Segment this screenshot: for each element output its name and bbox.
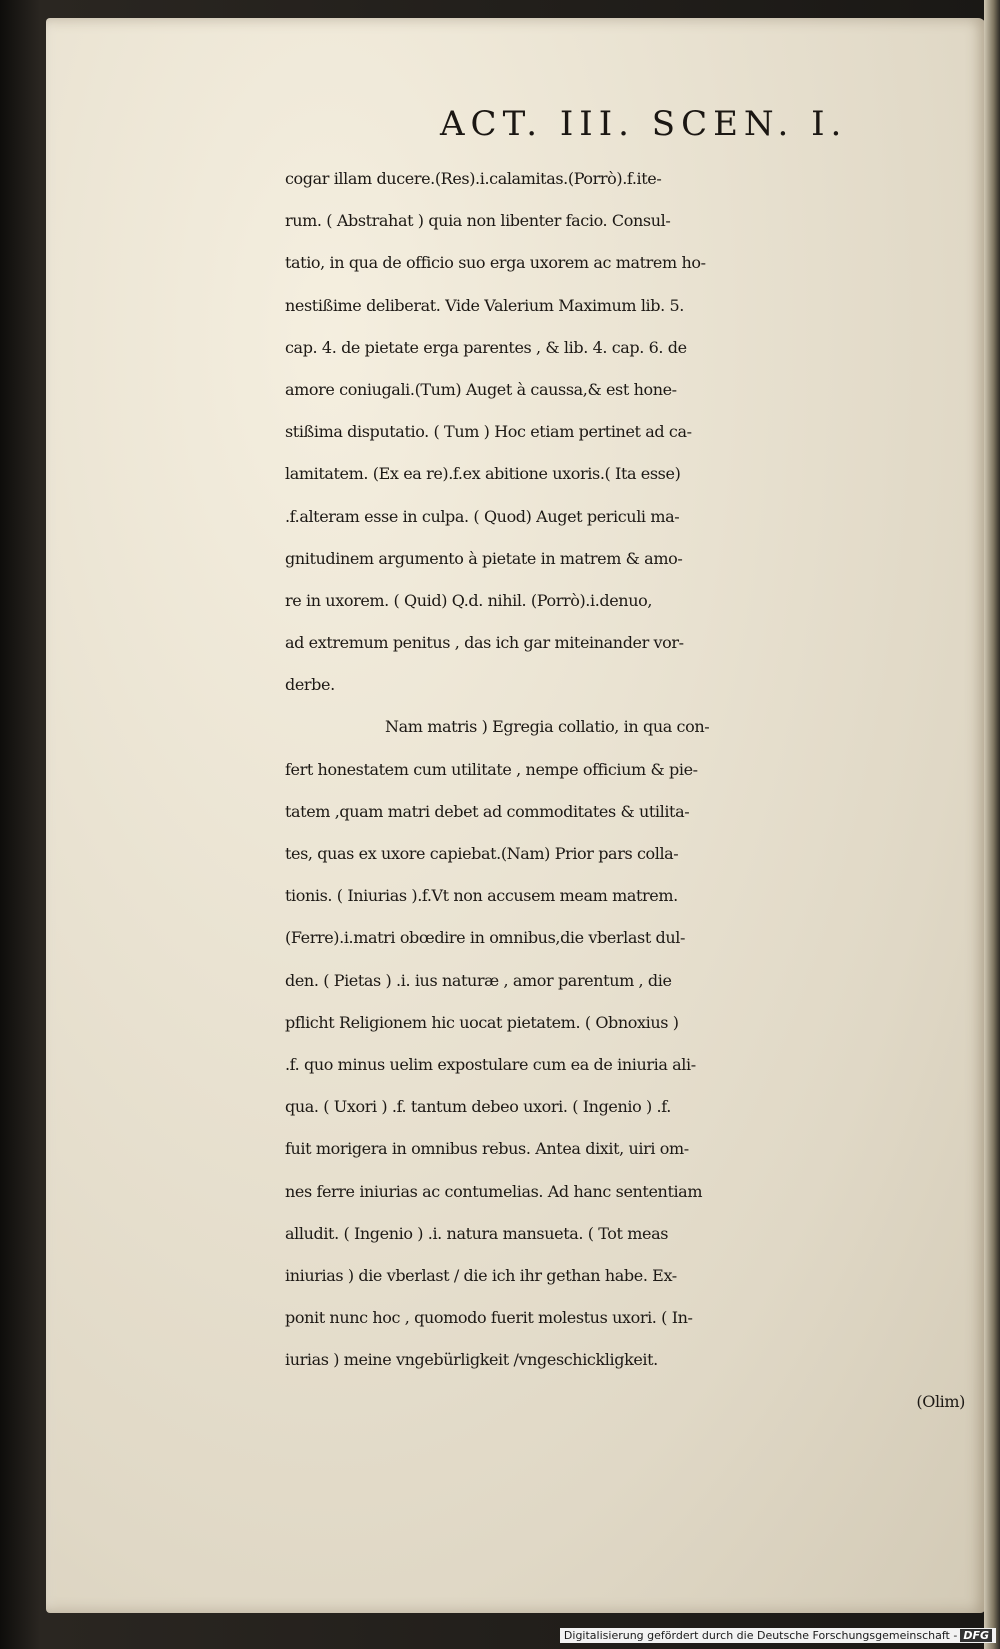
dfg-logo: DFG <box>960 1629 992 1642</box>
text-line: iniurias ) die vberlast / die ich ihr gethan habe. Ex- <box>285 1265 677 1285</box>
running-header: ACT. III. SCEN. I. <box>440 104 848 144</box>
text-line: .f. quo minus uelim expostulare cum ea de iniuria ali- <box>285 1054 696 1074</box>
text-line: fert honestatem cum utilitate , nempe officium & pie- <box>285 759 698 779</box>
commentary-text <box>285 158 975 1424</box>
text-line: tatem ,quam matri debet ad commoditates & utilita- <box>285 801 690 821</box>
credit-text: Digitalisierung gefördert durch die Deutsche Forschungsgemeinschaft - <box>563 1629 958 1642</box>
text-line: tatio, in qua de officio suo erga uxorem ac matrem ho- <box>285 253 706 273</box>
text-line: cap. 4. de pietate erga parentes , & lib. 4. cap. 6. de <box>285 337 687 357</box>
text-line: amore coniugali.(Tum) Auget à caussa,& est hone- <box>285 379 677 399</box>
text-line: fuit morigera in omnibus rebus. Antea dixit, uiri om- <box>285 1139 689 1159</box>
text-line: cogar illam ducere.(Res).i.calamitas.(Porrò).f.ite- <box>285 169 662 188</box>
text-line: nes ferre iniurias ac contumelias. Ad hanc sententiam <box>285 1181 703 1201</box>
text-line: tes, quas ex uxore capiebat.(Nam) Prior pars colla- <box>285 844 679 863</box>
text-line: alludit. ( Ingenio ) .i. natura mansueta. ( Tot meas <box>285 1223 669 1243</box>
text-line: derbe. <box>285 675 335 695</box>
page-edge <box>984 0 1000 1649</box>
text-line: rum. ( Abstrahat ) quia non libenter facio. Consul- <box>285 211 671 231</box>
text-line: ad extremum penitus , das ich gar miteinander vor- <box>285 633 684 653</box>
text-line: den. ( Pietas ) .i. ius naturæ , amor parentum , die <box>285 970 672 990</box>
text-line: tionis. ( Iniurias ).f.Vt non accusem meam matrem. <box>285 886 678 906</box>
text-line: gnitudinem argumento à pietate in matrem & amo- <box>285 548 683 568</box>
paragraph-start-line: Nam matris ) Egregia collatio, in qua con- <box>385 717 710 737</box>
text-line: .f.alteram esse in culpa. ( Quod) Auget periculi ma- <box>285 506 680 526</box>
text-line: lamitatem. (Ex ea re).f.ex abitione uxoris.( Ita esse) <box>285 464 681 484</box>
catchword: (Olim) <box>916 1392 965 1412</box>
text-line: re in uxorem. ( Quid) Q.d. nihil. (Porrò).i.denuo, <box>285 590 653 610</box>
text-line: nestißime deliberat. Vide Valerium Maximum lib. 5. <box>285 295 684 315</box>
text-line: qua. ( Uxori ) .f. tantum debeo uxori. ( Ingenio ) .f. <box>285 1097 671 1117</box>
text-line: (Ferre).i.matri obœdire in omnibus,die vberlast dul- <box>285 928 686 948</box>
text-line: pflicht Religionem hic uocat pietatem. ( Obnoxius ) <box>285 1012 679 1032</box>
digitization-credit <box>560 1628 996 1643</box>
text-line: iurias ) meine vngebürligkeit /vngeschickligkeit. <box>285 1350 658 1370</box>
text-line: stißima disputatio. ( Tum ) Hoc etiam pertinet ad ca- <box>285 422 692 442</box>
text-line: ponit nunc hoc , quomodo fuerit molestus uxori. ( In- <box>285 1308 693 1328</box>
